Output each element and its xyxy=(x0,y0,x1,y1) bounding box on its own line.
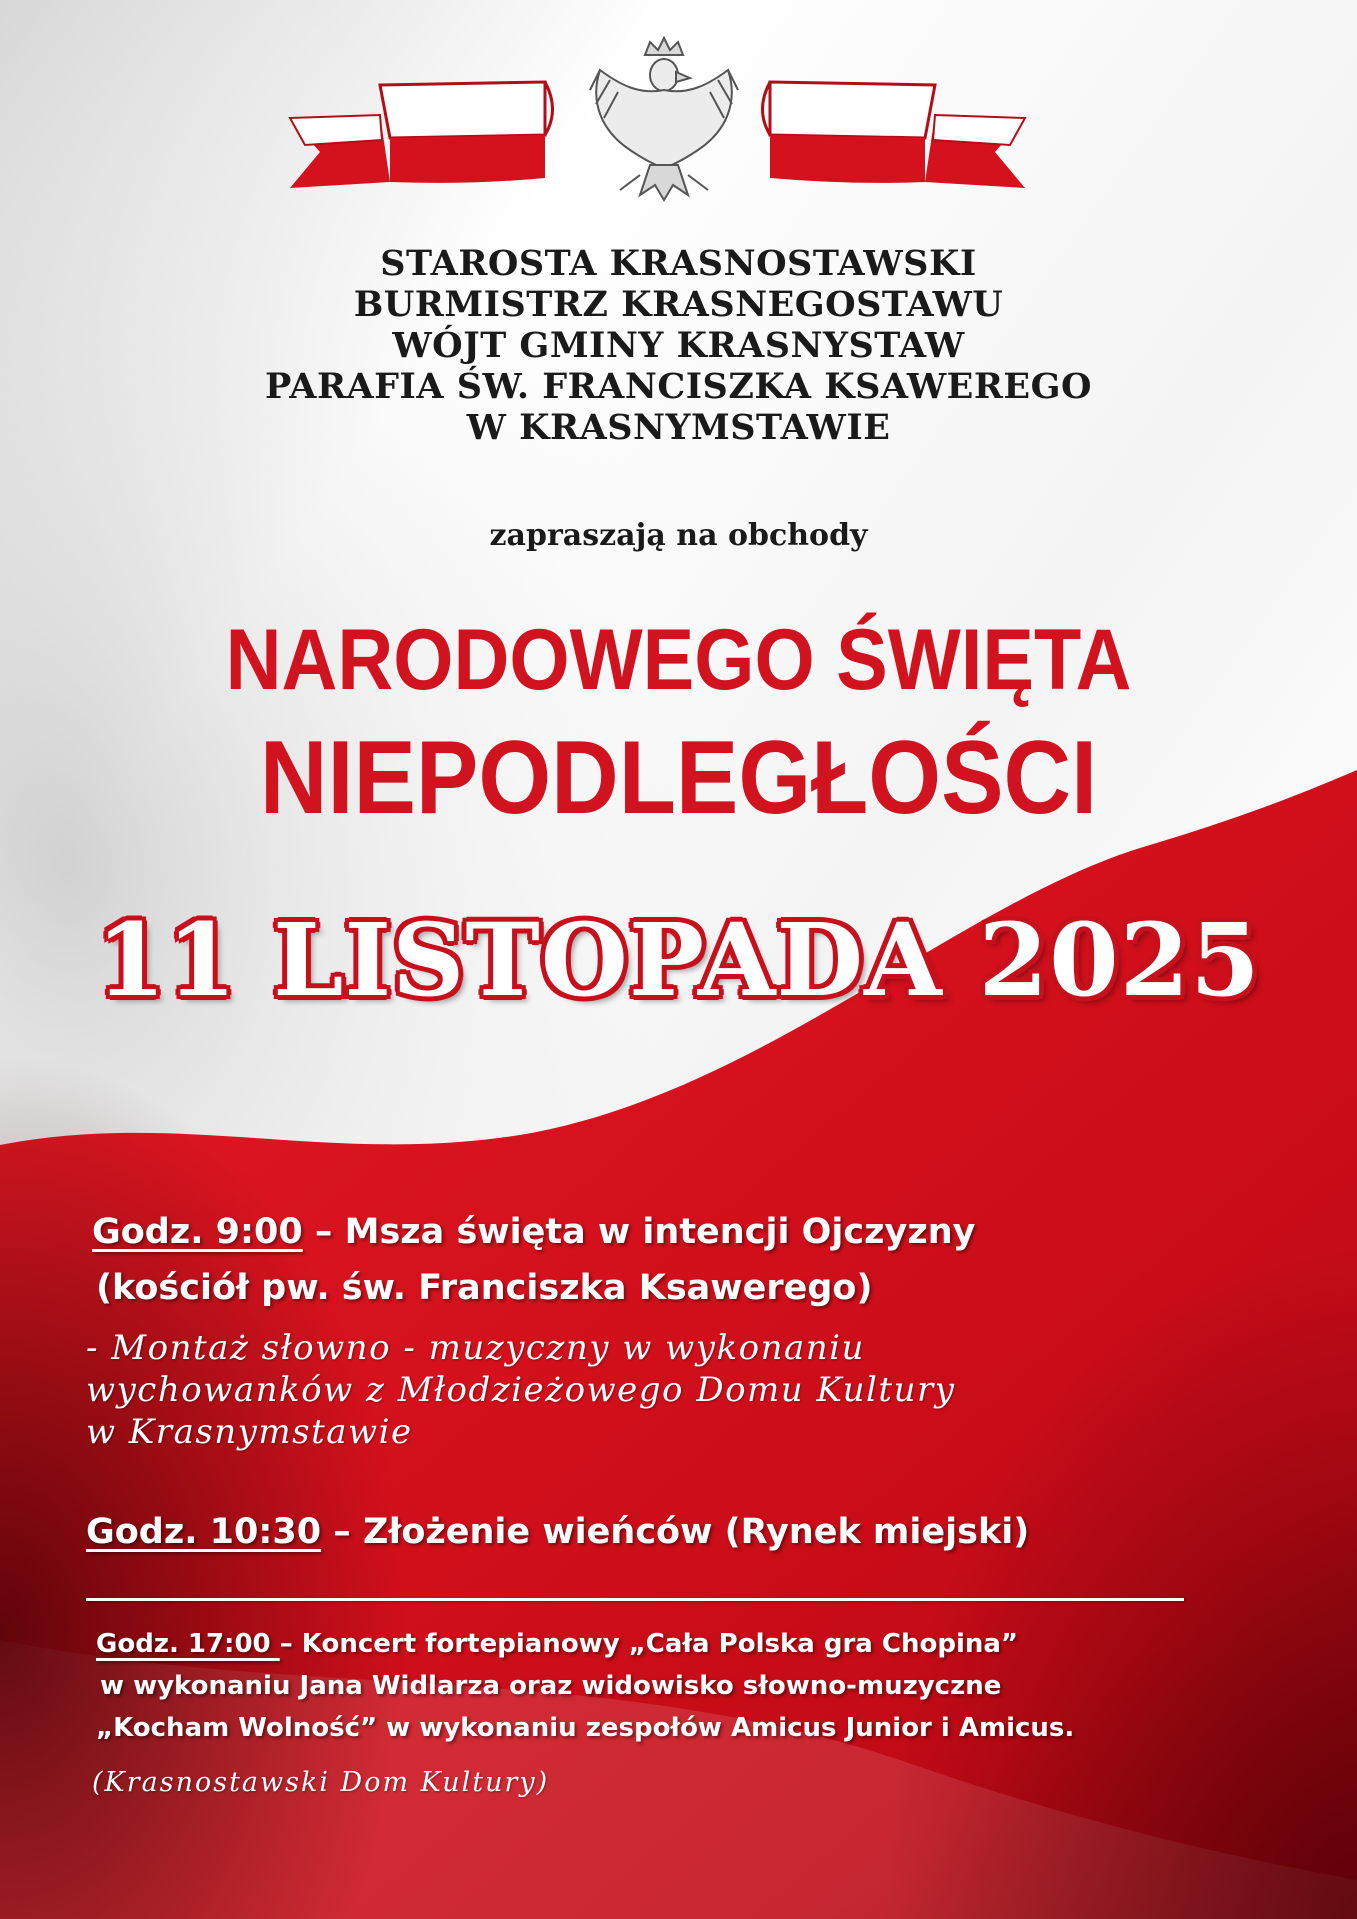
organizer-parafia: PARAFIA ŚW. FRANCISZKA KSAWEREGO xyxy=(265,366,1092,407)
organizer-wojt: WÓJT GMINY KRASNYSTAW xyxy=(392,325,965,366)
schedule-item-2 xyxy=(86,1510,1029,1554)
title-line-1: NARODOWEGO ŚWIĘTA xyxy=(225,612,1132,708)
polish-eagle-emblem-icon xyxy=(590,38,738,200)
schedule-item-2-text: Złożenie wieńców (Rynek miejski) xyxy=(362,1512,1030,1552)
schedule-item-1-time: Godz. 9:00 xyxy=(92,1212,303,1252)
title-line-2: NIEPODLEGŁOŚCI xyxy=(259,720,1098,836)
schedule-item-1-location: (kościół pw. św. Franciszka Ksawerego) xyxy=(96,1268,873,1308)
schedule-item-3-place: (Krasnostawski Dom Kultury) xyxy=(92,1767,550,1798)
schedule-divider xyxy=(86,1598,1184,1601)
organizer-parafia-place: W KRASNYMSTAWIE xyxy=(466,407,891,448)
schedule-item-3-text: Koncert fortepianowy „Cała Polska gra Chopina” xyxy=(301,1629,1018,1659)
header-emblem-art xyxy=(0,0,1357,230)
schedule-item-2-time: Godz. 10:30 xyxy=(86,1512,322,1552)
left-ribbon-icon xyxy=(290,82,553,188)
event-date: 11 LISTOPADA 2025 xyxy=(96,901,1261,1019)
organizer-burmistrz: BURMISTRZ KRASNEGOSTAWU xyxy=(353,284,1004,325)
montage-line-3: w Krasnymstawie xyxy=(86,1412,413,1452)
schedule-item-1 xyxy=(92,1210,975,1254)
schedule-item-3-time: Godz. 17:00 xyxy=(96,1629,280,1659)
schedule-item-1-separator: – xyxy=(302,1212,345,1252)
right-ribbon-icon xyxy=(763,82,1026,188)
schedule-item-3-line-3: „Kocham Wolność” w wykonaniu zespołów Amicus Junior i Amicus. xyxy=(96,1713,1075,1743)
schedule-item-3-separator: – xyxy=(279,1629,302,1659)
invite-text: zapraszają na obchody xyxy=(489,518,868,553)
schedule-item-3-line-2: w wykonaniu Jana Widlarza oraz widowisko słowno-muzyczne xyxy=(100,1671,1002,1701)
organizers-block xyxy=(0,243,1357,448)
montage-line-2: wychowanków z Młodzieżowego Domu Kultury xyxy=(86,1370,956,1410)
schedule-item-2-separator: – xyxy=(321,1512,363,1552)
organizer-starosta: STAROSTA KRASNOSTAWSKI xyxy=(380,243,977,284)
schedule-item-3 xyxy=(96,1626,1018,1662)
montage-line-1: - Montaż słowno - muzyczny w wykonaniu xyxy=(86,1328,865,1368)
schedule-item-1-text: Msza święta w intencji Ojczyzny xyxy=(344,1212,976,1252)
